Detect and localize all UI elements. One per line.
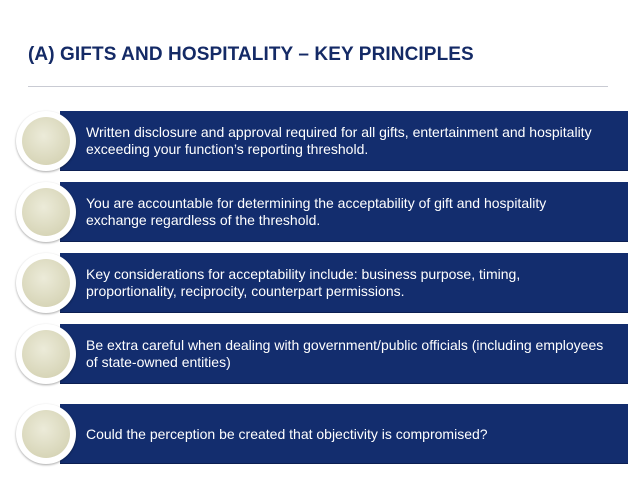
principle-text: You are accountable for determining the acceptability of gift and hospitality exchange regardless of the threshold. — [86, 195, 547, 228]
principle-item — [16, 182, 614, 242]
bullet-circle-icon — [16, 111, 76, 171]
principle-item — [16, 324, 614, 384]
bullet-circle-icon — [16, 253, 76, 313]
bullet-circle-icon — [16, 404, 76, 464]
principle-text: Key considerations for acceptability include: business purpose, timing, proportionality, reciprocity, counterpart permissions. — [86, 266, 521, 299]
principle-text: Could the perception be created that objectivity is compromised? — [86, 425, 488, 442]
principle-text: Written disclosure and approval required for all gifts, entertainment and hospitality exceeding your function’s reporting threshold. — [86, 124, 592, 157]
principle-item — [16, 111, 614, 171]
slide-title: (A) GIFTS AND HOSPITALITY – KEY PRINCIPLES — [28, 44, 474, 65]
bullet-circle-icon — [16, 182, 76, 242]
principle-item — [16, 404, 614, 464]
bullet-circle-icon — [16, 324, 76, 384]
principle-item — [16, 253, 614, 313]
principle-text: Be extra careful when dealing with government/public officials (including employees of state-owned entities) — [86, 337, 604, 370]
